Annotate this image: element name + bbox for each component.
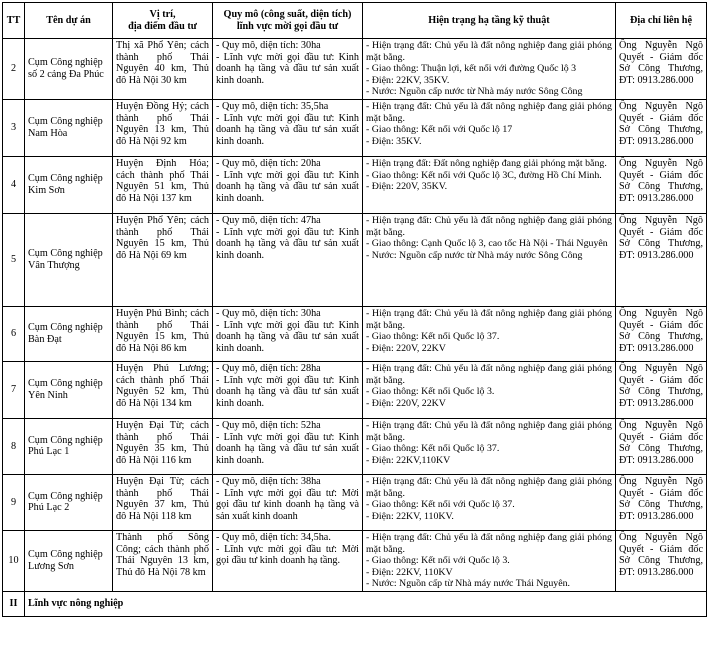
infrastructure-line: - Nước: Nguồn cấp từ Nhà máy nước Thái Nguyên.: [366, 578, 571, 590]
table-row: [3, 306, 707, 361]
section-number: II: [3, 591, 25, 616]
row-number: 8: [3, 418, 25, 474]
infrastructure-line: - Hiện trạng đất: Chủ yếu là đất nông nghiệp đang giải phóng mặt bằng.: [366, 307, 612, 331]
project-infrastructure: [363, 39, 616, 100]
project-scale: - Quy mô, diện tích: 28ha - Lĩnh vực mời gọi đầu tư: Kinh doanh hạ tầng và đầu tư sản xuất kinh doanh.: [213, 361, 363, 418]
project-scale: - Quy mô, diện tích: 52ha - Lĩnh vực mời gọi đầu tư: Kinh doanh hạ tầng và đầu tư sản xuất kinh doanh.: [213, 418, 363, 474]
infrastructure-line: - Điện: 220V, 22KV: [366, 342, 446, 354]
infrastructure-line: - Hiện trạng đất: Chủ yếu là đất nông nghiệp đang giải phóng mặt bằng.: [366, 419, 612, 443]
infrastructure-line: - Điện: 22KV, 110KV: [366, 566, 453, 578]
project-contact: Ông Nguyễn Ngô Quyết - Giám đốc Sở Công Thương, ĐT: 0913.286.000: [616, 99, 707, 156]
project-contact: Ông Nguyễn Ngô Quyết - Giám đốc Sở Công Thương, ĐT: 0913.286.000: [616, 213, 707, 306]
row-number: 10: [3, 530, 25, 591]
infrastructure-line: - Giao thông: Kết nối Quốc lộ 3.: [366, 386, 495, 398]
infrastructure-line: - Hiện trạng đất: Đất nông nghiệp đang giải phóng mặt bằng.: [366, 157, 607, 169]
project-location: Thị xã Phổ Yên; cách thành phố Thái Nguyên 40 km, Thủ đô Hà Nội 30 km: [113, 39, 213, 100]
table-row: [3, 156, 707, 213]
infrastructure-line: - Điện: 22KV,110KV: [366, 454, 451, 466]
project-scale: - Quy mô, diện tích: 34,5ha. - Lĩnh vực mời gọi đầu tư: Mời gọi đầu tư kinh doanh hạ tầng.: [213, 530, 363, 591]
infrastructure-line: - Điện: 35KV.: [366, 135, 422, 147]
infrastructure-line: - Giao thông: Thuận lợi, kết nối với đường Quốc lộ 3: [366, 63, 577, 75]
header-tt: TT: [3, 3, 25, 39]
table-row: [3, 39, 707, 100]
infrastructure-line: - Điện: 220V, 22KV: [366, 397, 446, 409]
table-row: [3, 213, 707, 306]
table-row: [3, 530, 707, 591]
project-contact: Ông Nguyễn Ngô Quyết - Giám đốc Sở Công Thương, ĐT: 0913.286.000: [616, 361, 707, 418]
project-scale: - Quy mô, diện tích: 30ha - Lĩnh vực mời gọi đầu tư: Kinh doanh hạ tầng và đầu tư sản xuất kinh doanh.: [213, 39, 363, 100]
infrastructure-line: - Giao thông: Kết nối với Quốc lộ 3C, đường Hồ Chí Minh.: [366, 169, 602, 181]
project-contact: Ông Nguyễn Ngô Quyết - Giám đốc Sở Công Thương, ĐT: 0913.286.000: [616, 39, 707, 100]
infrastructure-line: - Hiện trạng đất: Chủ yếu là đất nông nghiệp đang giải phóng mặt bằng.: [366, 475, 612, 499]
project-name: Cụm Công nghiệp Phú Lạc 2: [25, 474, 113, 530]
table-row: [3, 99, 707, 156]
infrastructure-line: - Điện: 22KV, 35KV.: [366, 74, 450, 86]
infrastructure-line: - Giao thông: Kết nối với Quốc lộ 37.: [366, 499, 515, 511]
project-contact: Ông Nguyễn Ngô Quyết - Giám đốc Sở Công Thương, ĐT: 0913.286.000: [616, 306, 707, 361]
project-location: Huyện Phổ Yên; cách thành phố Thái Nguyên 15 km, Thủ đô Hà Nội 69 km: [113, 213, 213, 306]
project-infrastructure: [363, 474, 616, 530]
project-location: Huyện Đại Từ; cách thành phố Thái Nguyên 35 km, Thủ đô Hà Nội 116 km: [113, 418, 213, 474]
project-infrastructure: [363, 156, 616, 213]
project-location: Huyện Đồng Hỷ; cách thành phố Thái Nguyên 13 km, Thủ đô Hà Nội 92 km: [113, 99, 213, 156]
infrastructure-line: - Hiện trạng đất: Chủ yếu là đất nông nghiệp đang giải phóng mặt bằng.: [366, 100, 612, 124]
project-location: Huyện Định Hóa; cách thành phố Thái Nguyên 51 km, Thủ đô Hà Nội 137 km: [113, 156, 213, 213]
project-infrastructure: [363, 418, 616, 474]
section-title: Lĩnh vực nông nghiệp: [25, 591, 707, 616]
infrastructure-line: - Giao thông: Kết nối Quốc lộ 37.: [366, 443, 500, 455]
project-name: Cụm Công nghiệp Nam Hòa: [25, 99, 113, 156]
row-number: 2: [3, 39, 25, 100]
project-location: Huyện Phú Bình; cách thành phố Thái Nguyên 15 km, Thủ đô Hà Nội 86 km: [113, 306, 213, 361]
project-scale: - Quy mô, diện tích: 35,5ha - Lĩnh vực mời gọi đầu tư: Kinh doanh hạ tầng và đầu tư sản xuất kinh doanh.: [213, 99, 363, 156]
project-scale: - Quy mô, diện tích: 47ha - Lĩnh vực mời gọi đầu tư: Kinh doanh hạ tầng và đầu tư sản xuất kinh doanh.: [213, 213, 363, 306]
row-number: 6: [3, 306, 25, 361]
infrastructure-line: - Hiện trạng đất: Chủ yếu là đất nông nghiệp đang giải phóng mặt bằng.: [366, 531, 612, 555]
header-infrastructure: Hiện trạng hạ tầng kỹ thuật: [363, 3, 616, 39]
project-infrastructure: [363, 361, 616, 418]
project-infrastructure: [363, 213, 616, 306]
header-scale: Quy mô (công suất, diện tích) lĩnh vực mời gọi đầu tư: [213, 3, 363, 39]
project-name: Cụm Công nghiệp Yên Ninh: [25, 361, 113, 418]
table-row: [3, 474, 707, 530]
project-name: Cụm Công nghiệp Bàn Đạt: [25, 306, 113, 361]
infrastructure-line: - Hiện trạng đất: Chủ yếu là đất nông nghiệp đang giải phóng mặt bằng.: [366, 214, 612, 238]
project-contact: Ông Nguyễn Ngô Quyết - Giám đốc Sở Công Thương, ĐT: 0913.286.000: [616, 530, 707, 591]
infrastructure-line: - Nước: Nguồn cấp nước từ Nhà máy nước Sông Công: [366, 86, 583, 98]
project-contact: Ông Nguyễn Ngô Quyết - Giám đốc Sở Công Thương, ĐT: 0913.286.000: [616, 474, 707, 530]
project-location: Thành phố Sông Công; cách thành phố Thái Nguyên 13 km, Thủ đô Hà Nội 78 km: [113, 530, 213, 591]
header-contact: Địa chỉ liên hệ: [616, 3, 707, 39]
infrastructure-line: - Giao thông: Kết nối với Quốc lộ 17: [366, 124, 513, 136]
row-number: 5: [3, 213, 25, 306]
header-project-name: Tên dự án: [25, 3, 113, 39]
project-name: Cụm Công nghiệp Vân Thượng: [25, 213, 113, 306]
header-location: Vị trí, địa điểm đầu tư: [113, 3, 213, 39]
investment-projects-table: [2, 2, 707, 617]
project-name: Cụm Công nghiệp số 2 cảng Đa Phúc: [25, 39, 113, 100]
infrastructure-line: - Giao thông: Kết nối Quốc lộ 37.: [366, 331, 500, 343]
section-row: [3, 591, 707, 616]
project-scale: - Quy mô, diện tích: 38ha - Lĩnh vực mời gọi đầu tư: Mời gọi đầu tư kinh doanh hạ tầng và sản xuất kinh doanh: [213, 474, 363, 530]
project-name: Cụm Công nghiệp Kim Sơn: [25, 156, 113, 213]
row-number: 9: [3, 474, 25, 530]
project-contact: Ông Nguyễn Ngô Quyết - Giám đốc Sở Công Thương, ĐT: 0913.286.000: [616, 156, 707, 213]
row-number: 4: [3, 156, 25, 213]
project-contact: Ông Nguyễn Ngô Quyết - Giám đốc Sở Công Thương, ĐT: 0913.286.000: [616, 418, 707, 474]
project-infrastructure: [363, 306, 616, 361]
project-infrastructure: [363, 99, 616, 156]
table-row: [3, 361, 707, 418]
infrastructure-line: - Giao thông: Cạnh Quốc lộ 3, cao tốc Hà Nội - Thái Nguyên: [366, 238, 608, 250]
project-location: Huyện Đại Từ; cách thành phố Thái Nguyên 37 km, Thủ đô Hà Nội 118 km: [113, 474, 213, 530]
project-scale: - Quy mô, diện tích: 30ha - Lĩnh vực mời gọi đầu tư: Kinh doanh hạ tầng và đầu tư sản xuất kinh doanh.: [213, 306, 363, 361]
project-scale: - Quy mô, diện tích: 20ha - Lĩnh vực mời gọi đầu tư: Kinh doanh hạ tầng và đầu tư sản xuất kinh doanh.: [213, 156, 363, 213]
project-location: Huyện Phú Lương; cách thành phố Thái Nguyên 52 km, Thủ đô Hà Nội 134 km: [113, 361, 213, 418]
project-name: Cụm Công nghiệp Lương Sơn: [25, 530, 113, 591]
project-name: Cụm Công nghiệp Phú Lạc 1: [25, 418, 113, 474]
infrastructure-line: - Hiện trạng đất: Chủ yếu là đất nông nghiệp đang giải phóng mặt bằng.: [366, 40, 612, 63]
table-row: [3, 418, 707, 474]
project-infrastructure: [363, 530, 616, 591]
infrastructure-line: - Hiện trạng đất: Chủ yếu là đất nông nghiệp đang giải phóng mặt bằng.: [366, 362, 612, 386]
row-number: 3: [3, 99, 25, 156]
header-row: [3, 3, 707, 39]
infrastructure-line: - Nước: Nguồn cấp nước từ Nhà máy nước Sông Công: [366, 249, 583, 261]
row-number: 7: [3, 361, 25, 418]
infrastructure-line: - Điện: 22KV, 110KV.: [366, 510, 454, 522]
infrastructure-line: - Giao thông: Kết nối với Quốc lộ 3.: [366, 555, 510, 567]
infrastructure-line: - Điện: 220V, 35KV.: [366, 181, 448, 193]
